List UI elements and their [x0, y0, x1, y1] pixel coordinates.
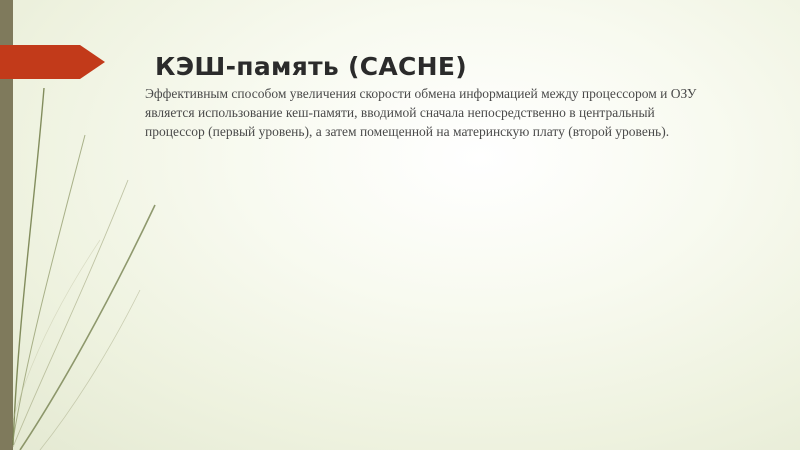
bullet-item	[120, 147, 700, 166]
bullet-item	[120, 84, 700, 141]
bullet-text: Эффективным способом увеличения скорости обмена информацией между процессором и ОЗУ является использование кеш-памяти, вводимой сначала непосредственно в центральный процессор (первый уровень), а затем помещенной на материнскую плату (второй уровень).	[145, 86, 697, 139]
bullet-list	[120, 84, 700, 166]
slide-title: КЭШ-память (CACHE)	[155, 52, 467, 81]
pennant-arrow-icon	[0, 45, 105, 79]
